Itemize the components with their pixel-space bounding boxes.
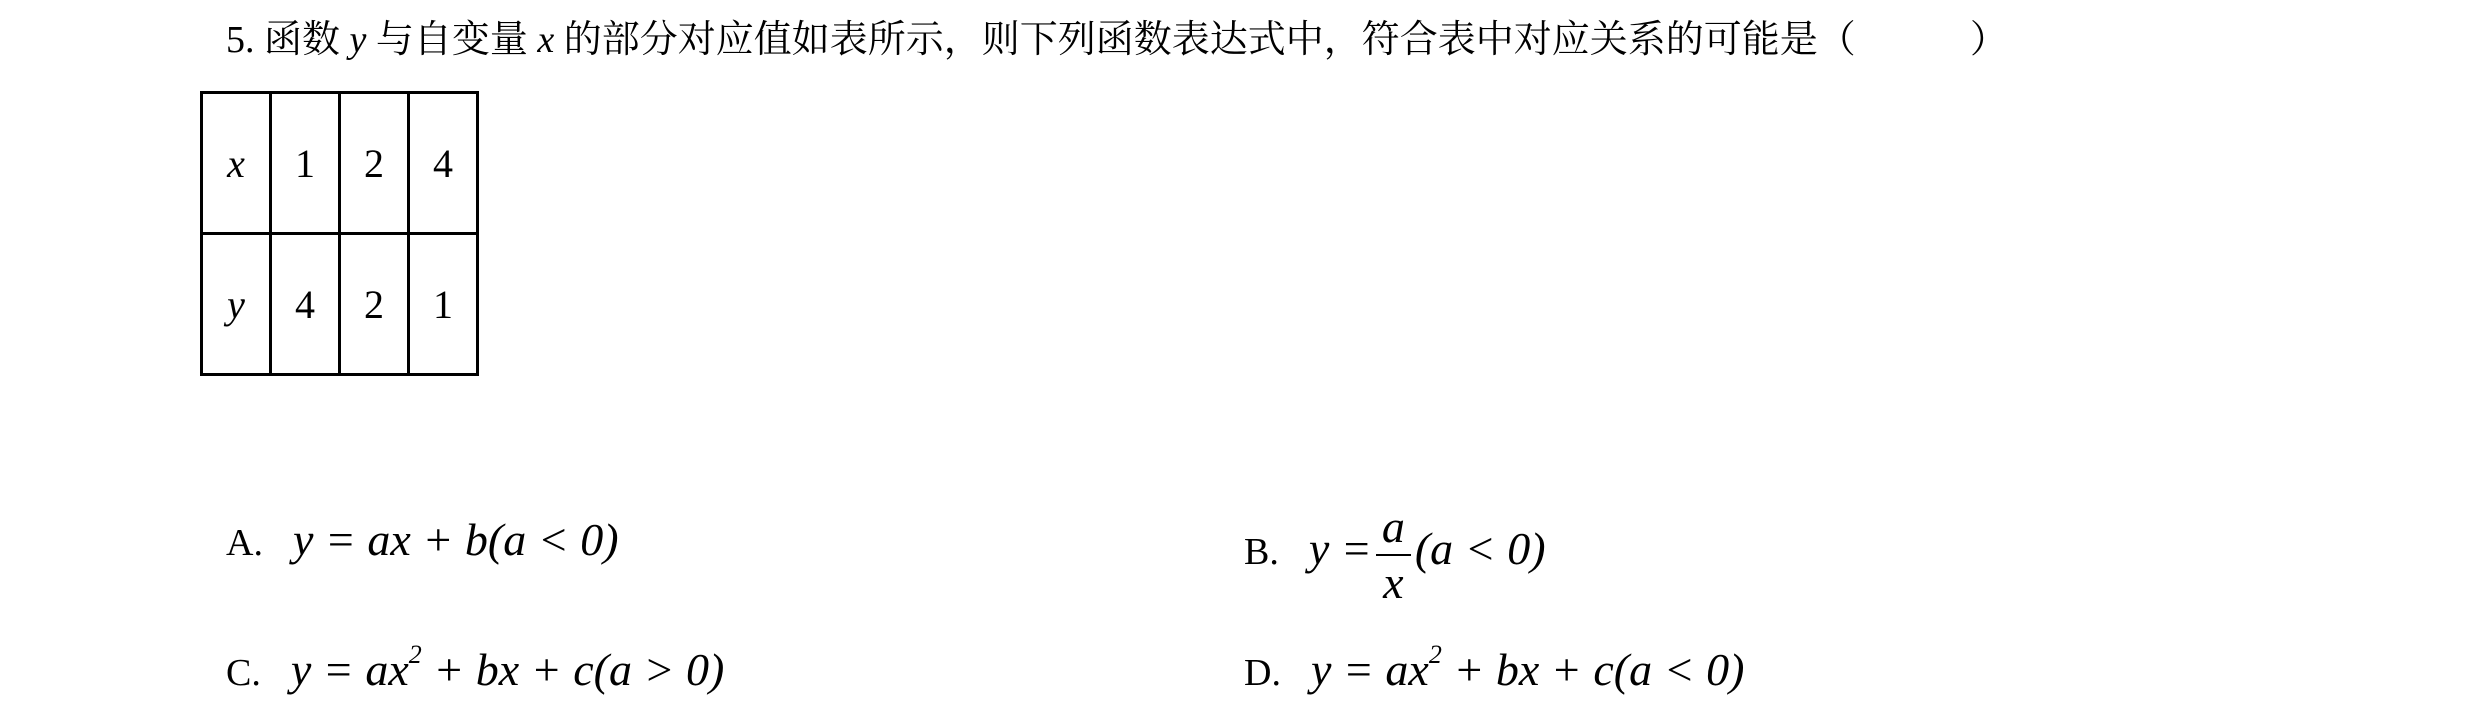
option-b-denominator: x [1383,557,1404,608]
question-text-part-1: 函数 [264,19,350,61]
question-text-part-2: 与自变量 [366,19,538,61]
table-header-x: x [202,93,271,234]
question-stem [226,8,2008,72]
option-b-fraction [1376,500,1411,610]
table-cell: 4 [409,93,478,234]
option-c-formula [290,640,725,695]
answer-close-paren: ） [1969,19,2008,61]
option-c-formula-part-2: + bx + c(a > 0) [421,644,725,695]
option-a[interactable] [226,510,619,573]
option-b-letter: B. [1244,531,1279,574]
option-a-letter: A. [226,522,263,564]
option-c[interactable] [226,640,724,703]
question-text-part-3: 的部分对应值如表所示，则下列函数表达式中，符合表中对应关系的可能是（ [554,19,1856,61]
table-row-y [202,234,478,375]
table-cell: 2 [340,234,409,375]
question-number: 5. [226,19,264,61]
option-c-exponent: 2 [408,640,422,669]
option-a-formula: y = ax + b(a < 0) [292,514,619,565]
table-row-x [202,93,478,234]
option-b[interactable] [1244,500,1546,610]
table-cell: 1 [271,93,340,234]
table-cell: 4 [271,234,340,375]
option-b-numerator: a [1381,501,1405,552]
option-d-formula-part-2: + bx + c(a < 0) [1441,644,1745,695]
value-table [200,91,479,376]
answer-blank[interactable] [1856,8,1970,72]
variable-x: x [537,19,555,61]
option-c-letter: C. [226,652,261,694]
option-d-exponent: 2 [1428,640,1442,669]
option-b-prefix: y = [1308,523,1372,575]
option-d[interactable] [1244,640,1744,703]
option-d-formula [1310,640,1745,695]
table-cell: 2 [340,93,409,234]
option-c-formula-part-1: y = ax [290,644,409,695]
table-header-y: y [202,234,271,375]
variable-y: y [349,19,367,61]
table-cell: 1 [409,234,478,375]
option-d-formula-part-1: y = ax [1310,644,1429,695]
option-b-suffix: (a < 0) [1414,523,1546,575]
option-d-letter: D. [1244,652,1281,694]
